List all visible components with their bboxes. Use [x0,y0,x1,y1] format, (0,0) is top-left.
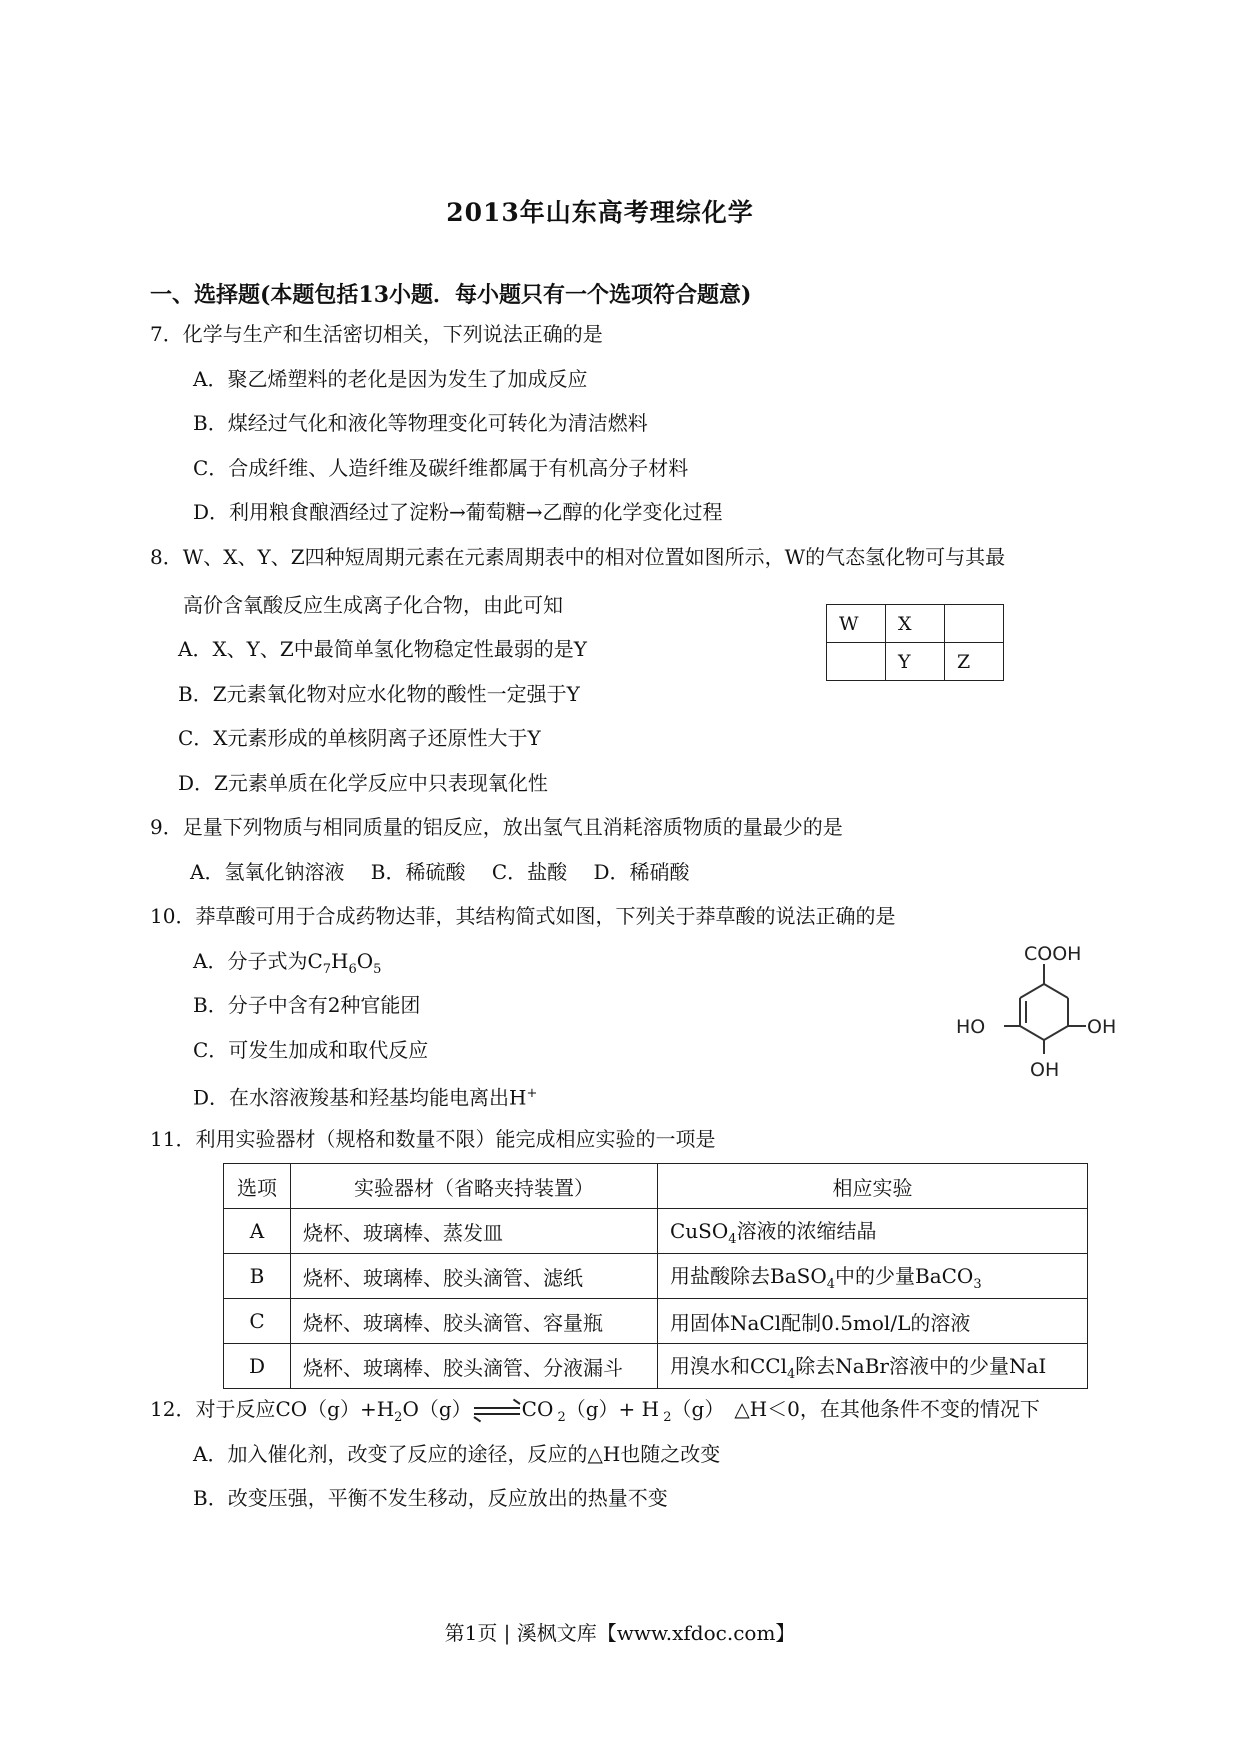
option-cell: C [224,1299,291,1344]
option-cell: D [224,1344,291,1389]
ring-bonds [1004,964,1086,1054]
table-header-cell: 选项 [224,1164,291,1209]
q8-option-d: D．Z元素单质在化学反应中只表现氧化性 [178,771,548,795]
q10-stem: 10．莽草酸可用于合成药物达菲，其结构简式如图，下列关于莽草酸的说法正确的是 [150,904,896,928]
experiment-cell: 用溴水和CCl$_4$除去NaBr溶液中的少量NaI [658,1344,1088,1389]
periodic-cell [827,643,886,681]
q11-stem: 11．利用实验器材（规格和数量不限）能完成相应实验的一项是 [150,1127,716,1151]
option-cell: B [224,1254,291,1299]
q7-option-c: C．合成纤维、人造纤维及碳纤维都属于有机高分子材料 [193,456,689,480]
periodic-position-table [826,604,1004,681]
q10-option-d: D．在水溶液羧基和羟基均能电离出H+ [193,1085,538,1110]
q12-option-b: B．改变压强，平衡不发生移动，反应放出的热量不变 [193,1486,668,1510]
q10-option-c: C．可发生加成和取代反应 [193,1038,429,1062]
periodic-cell: Z [945,643,1004,681]
equipment-cell: 烧杯、玻璃棒、胶头滴管、容量瓶 [291,1299,658,1344]
experiment-cell: 用盐酸除去BaSO$_4$中的少量BaCO$_3$ [658,1254,1088,1299]
table-row [224,1209,1088,1254]
option-cell: A [224,1209,291,1254]
table-header-cell: 实验器材（省略夹持装置） [291,1164,658,1209]
table-header-row [224,1164,1088,1209]
q10-option-b: B．分子中含有2种官能团 [193,993,421,1017]
page-footer: 第1页 | 溪枫文库【www.xfdoc.com】 [444,1621,796,1645]
q7-option-d: D．利用粮食酿酒经过了淀粉→葡萄糖→乙醇的化学变化过程 [193,500,723,524]
periodic-cell: Y [886,643,945,681]
q12-stem: 12．对于反应$CO(g)+H_2O(g)$ CO $_2$（g）+ H $_2$（g） △H＜0，在其他条件不变的情况下 [150,1397,1040,1425]
experiment-cell: CuSO$_4$溶液的浓缩结晶 [658,1209,1088,1254]
section-heading: 一、选择题(本题包括13小题．每小题只有一个选项符合题意) [150,282,752,308]
q9-stem: 9．足量下列物质与相同质量的铝反应，放出氢气且消耗溶质物质的量最少的是 [150,815,843,839]
q8-option-b: B．Z元素氧化物对应水化物的酸性一定强于Y [178,682,580,706]
periodic-cell: X [886,605,945,643]
q7-option-b: B．煤经过气化和液化等物理变化可转化为清洁燃料 [193,411,648,435]
q7-stem: 7．化学与生产和生活密切相关，下列说法正确的是 [150,322,603,346]
ho-left-label: HO [956,1016,986,1038]
page-title: 2013年山东高考理综化学 [446,198,754,227]
table-row [224,1254,1088,1299]
table-header-cell: 相应实验 [658,1164,1088,1209]
equipment-cell: 烧杯、玻璃棒、蒸发皿 [291,1209,658,1254]
q8-option-c: C．X元素形成的单核阴离子还原性大于Y [178,726,541,750]
q7-option-a: A．聚乙烯塑料的老化是因为发生了加成反应 [193,367,588,391]
shikimic-acid-structure [940,932,1140,1097]
q9-options: A．氢氧化钠溶液 B．稀硫酸 C．盐酸 D．稀硝酸 [190,860,690,884]
q10-option-a: A．分子式为$C_7H_6O_5$ [193,949,382,977]
table-row [224,1299,1088,1344]
oh-right-label: OH [1087,1016,1117,1038]
equipment-cell: 烧杯、玻璃棒、胶头滴管、分液漏斗 [291,1344,658,1389]
periodic-cell [945,605,1004,643]
oh-bottom-label: OH [1030,1059,1060,1081]
equipment-table [223,1163,1088,1389]
periodic-cell: W [827,605,886,643]
table-row [224,1344,1088,1389]
cooh-label: COOH [1024,943,1082,965]
q12-option-a: A．加入催化剂，改变了反应的途径，反应的△H也随之改变 [193,1442,721,1466]
q8-stem-line1: 8．W、X、Y、Z四种短周期元素在元素周期表中的相对位置如图所示，W的气态氢化物可与其最 [150,545,1006,569]
equipment-cell: 烧杯、玻璃棒、胶头滴管、滤纸 [291,1254,658,1299]
experiment-cell: 用固体NaCl配制0.5mol/L的溶液 [658,1299,1088,1344]
q8-option-a: A．X、Y、Z中最简单氢化物稳定性最弱的是Y [178,637,587,661]
q8-stem-line2: 高价含氧酸反应生成离子化合物，由此可知 [183,593,563,617]
